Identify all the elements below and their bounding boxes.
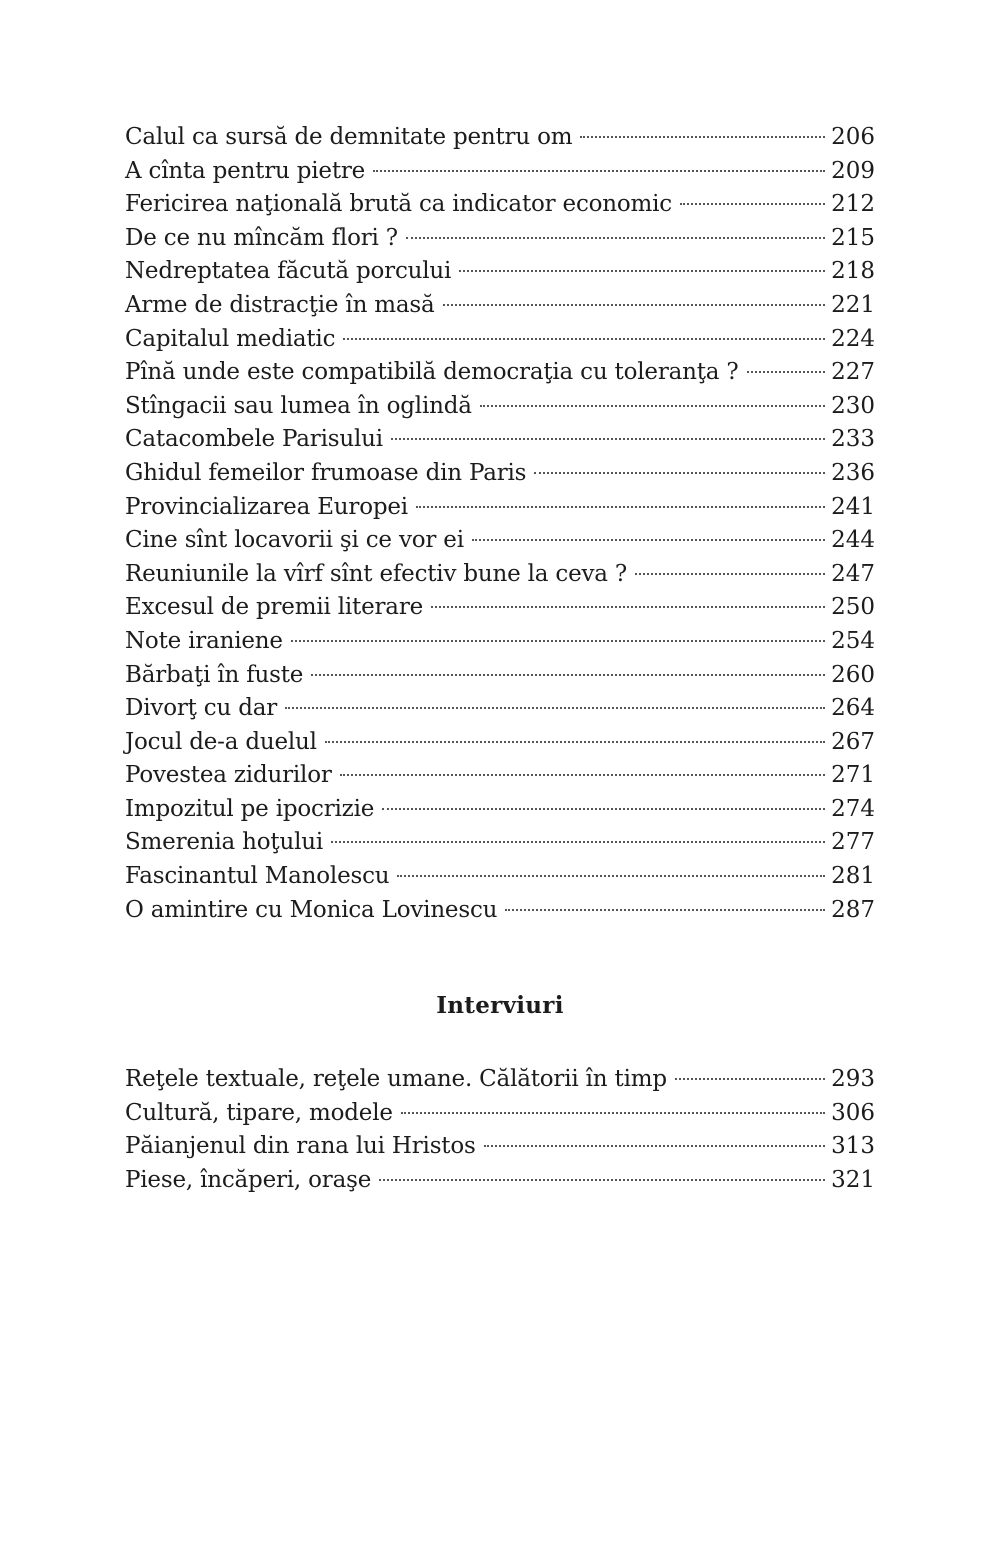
toc-entry-page-number: 233 <box>831 426 875 453</box>
toc-dot-leader <box>291 640 825 642</box>
toc-entry-title: Pînă unde este compatibilă democraţia cu toleranţa ? <box>125 359 739 386</box>
toc-entry <box>125 524 875 558</box>
toc-entry <box>125 894 875 928</box>
toc-entry <box>125 659 875 693</box>
toc-entry-page-number: 218 <box>831 258 875 285</box>
toc-entry <box>125 860 875 894</box>
toc-dot-leader <box>680 203 825 205</box>
toc-entry-page-number: 221 <box>831 291 875 318</box>
toc-dot-leader <box>505 909 825 911</box>
toc-entry-title: Fascinantul Manolescu <box>125 863 390 890</box>
toc-entry-title: Impozitul pe ipocrizie <box>125 795 375 822</box>
toc-entry-title: Catacombele Parisului <box>125 426 383 453</box>
toc-entry-title: Divorţ cu dar <box>125 695 278 722</box>
table-of-contents-interviews <box>125 1063 875 1197</box>
toc-dot-leader <box>373 170 825 172</box>
toc-entry-title: Cultură, tipare, modele <box>125 1099 393 1126</box>
toc-entry <box>125 121 875 155</box>
toc-entry <box>125 390 875 424</box>
toc-dot-leader <box>401 1112 825 1114</box>
toc-entry <box>125 793 875 827</box>
toc-dot-leader <box>443 304 826 306</box>
toc-entry-page-number: 264 <box>831 695 875 722</box>
toc-entry-title: Piese, încăperi, oraşe <box>125 1166 372 1193</box>
toc-entry <box>125 1130 875 1164</box>
toc-entry <box>125 356 875 390</box>
toc-entry <box>125 1063 875 1097</box>
toc-entry-page-number: 281 <box>831 863 875 890</box>
toc-dot-leader <box>484 1145 826 1147</box>
toc-dot-leader <box>382 808 825 810</box>
toc-dot-leader <box>472 539 825 541</box>
toc-entry-title: Smerenia hoţului <box>125 829 324 856</box>
toc-entry-page-number: 293 <box>831 1066 875 1092</box>
toc-dot-leader <box>431 606 825 608</box>
toc-dot-leader <box>325 741 825 743</box>
toc-entry-title: Reuniunile la vîrf sînt efectiv bune la ceva ? <box>125 560 628 587</box>
toc-entry-page-number: 321 <box>831 1166 875 1193</box>
toc-entry-title: O amintire cu Monica Lovinescu <box>125 896 498 923</box>
toc-entry-page-number: 206 <box>831 124 875 150</box>
toc-entry-page-number: 287 <box>831 896 875 923</box>
toc-entry-page-number: 244 <box>831 527 875 554</box>
toc-dot-leader <box>379 1179 825 1181</box>
toc-dot-leader <box>343 338 825 340</box>
toc-entry-page-number: 306 <box>831 1099 875 1126</box>
toc-entry <box>125 188 875 222</box>
toc-entry-title: Capitalul mediatic <box>125 325 336 352</box>
toc-entry-title: Provincializarea Europei <box>125 493 408 520</box>
toc-entry-page-number: 224 <box>831 325 875 352</box>
toc-entry-page-number: 247 <box>831 560 875 587</box>
toc-entry <box>125 625 875 659</box>
toc-dot-leader <box>747 371 826 373</box>
toc-dot-leader <box>635 573 825 575</box>
toc-entry-page-number: 250 <box>831 594 875 621</box>
toc-entry <box>125 726 875 760</box>
toc-entry-page-number: 230 <box>831 392 875 419</box>
toc-entry-title: Calul ca sursă de demnitate pentru om <box>125 124 573 150</box>
toc-entry <box>125 558 875 592</box>
toc-entry <box>125 289 875 323</box>
toc-dot-leader <box>311 674 825 676</box>
toc-dot-leader <box>459 270 825 272</box>
toc-entry <box>125 692 875 726</box>
toc-entry <box>125 222 875 256</box>
toc-entry-page-number: 212 <box>831 191 875 218</box>
toc-entry-title: Arme de distracţie în masă <box>125 291 435 318</box>
toc-entry-page-number: 271 <box>831 762 875 789</box>
toc-entry-page-number: 254 <box>831 627 875 654</box>
toc-entry-title: De ce nu mîncăm flori ? <box>125 224 398 251</box>
toc-entry-title: Cine sînt locavorii şi ce vor ei <box>125 527 464 554</box>
toc-entry-page-number: 274 <box>831 795 875 822</box>
toc-entry-title: A cînta pentru pietre <box>125 157 366 184</box>
section-heading: Interviuri <box>436 992 564 1019</box>
toc-entry-title: Nedreptatea făcută porcului <box>125 258 452 285</box>
toc-entry-title: Jocul de-a duelul <box>125 728 317 755</box>
toc-entry <box>125 491 875 525</box>
toc-entry-title: Păianjenul din rana lui Hristos <box>125 1133 476 1160</box>
toc-entry <box>125 323 875 357</box>
toc-dot-leader <box>397 875 825 877</box>
toc-entry <box>125 826 875 860</box>
toc-entry <box>125 1164 875 1198</box>
toc-entry-title: Note iraniene <box>125 627 283 654</box>
toc-entry-page-number: 215 <box>831 224 875 251</box>
toc-entry <box>125 591 875 625</box>
toc-entry-page-number: 227 <box>831 359 875 386</box>
toc-entry-page-number: 209 <box>831 157 875 184</box>
toc-dot-leader <box>331 841 825 843</box>
toc-dot-leader <box>340 774 825 776</box>
toc-entry-title: Stîngacii sau lumea în oglindă <box>125 392 472 419</box>
toc-dot-leader <box>580 136 825 138</box>
toc-entry-page-number: 313 <box>831 1133 875 1160</box>
toc-entry-page-number: 241 <box>831 493 875 520</box>
toc-entry <box>125 759 875 793</box>
toc-dot-leader <box>406 237 825 239</box>
toc-entry-page-number: 236 <box>831 459 875 486</box>
toc-entry-title: Ghidul femeilor frumoase din Paris <box>125 459 527 486</box>
toc-dot-leader <box>391 438 825 440</box>
toc-entry-title: Excesul de premii literare <box>125 594 424 621</box>
toc-entry-title: Reţele textuale, reţele umane. Călătorii în timp <box>125 1066 667 1092</box>
toc-entry <box>125 255 875 289</box>
toc-dot-leader <box>480 405 825 407</box>
toc-dot-leader <box>534 472 825 474</box>
toc-dot-leader <box>675 1078 825 1080</box>
toc-dot-leader <box>416 506 825 508</box>
toc-entry <box>125 457 875 491</box>
toc-entry-title: Bărbaţi în fuste <box>125 661 304 688</box>
toc-entry-page-number: 260 <box>831 661 875 688</box>
toc-entry-page-number: 277 <box>831 829 875 856</box>
toc-entry <box>125 423 875 457</box>
toc-entry <box>125 155 875 189</box>
toc-dot-leader <box>285 707 825 709</box>
toc-entry-page-number: 267 <box>831 728 875 755</box>
toc-entry-title: Fericirea naţională brută ca indicator economic <box>125 191 672 218</box>
toc-entry-title: Povestea zidurilor <box>125 762 332 789</box>
toc-entry <box>125 1097 875 1131</box>
table-of-contents <box>125 121 875 927</box>
